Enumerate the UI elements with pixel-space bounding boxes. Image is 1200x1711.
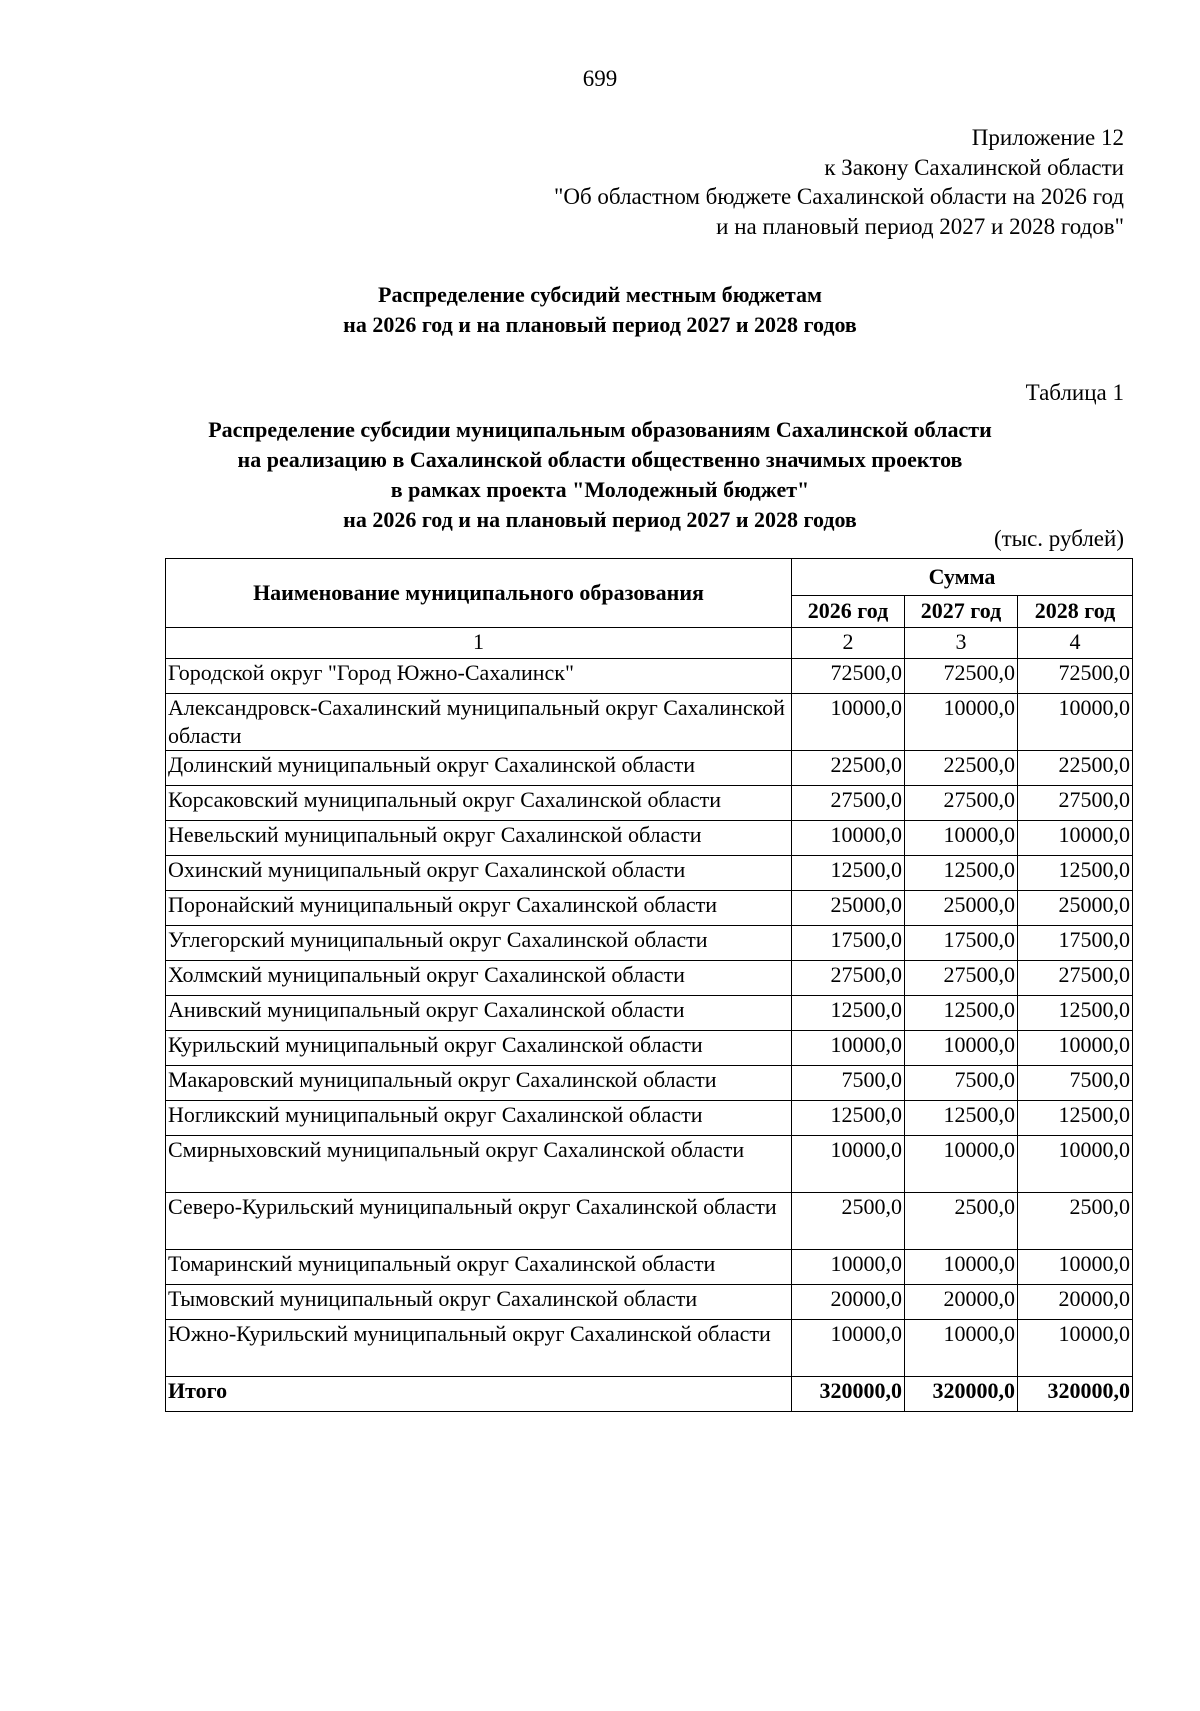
amount-2026: 17500,0 xyxy=(792,926,905,961)
amount-2028: 22500,0 xyxy=(1018,751,1133,786)
amount-2027: 7500,0 xyxy=(905,1066,1018,1101)
amount-2028: 12500,0 xyxy=(1018,996,1133,1031)
amount-2027: 10000,0 xyxy=(905,1250,1018,1285)
municipality-name: Анивский муниципальный округ Сахалинской области xyxy=(166,996,792,1031)
municipality-name: Корсаковский муниципальный округ Сахалинской области xyxy=(166,786,792,821)
amount-2028: 2500,0 xyxy=(1018,1193,1133,1250)
amount-2026: 12500,0 xyxy=(792,996,905,1031)
amount-2027: 2500,0 xyxy=(905,1193,1018,1250)
amount-2026: 2500,0 xyxy=(792,1193,905,1250)
municipality-name: Углегорский муниципальный округ Сахалинской области xyxy=(166,926,792,961)
column-number: 1 xyxy=(166,628,792,659)
municipality-name: Охинский муниципальный округ Сахалинской области xyxy=(166,856,792,891)
amount-2027: 10000,0 xyxy=(905,1320,1018,1377)
table-row xyxy=(166,659,1133,694)
amount-2026: 27500,0 xyxy=(792,786,905,821)
municipality-name: Поронайский муниципальный округ Сахалинской области xyxy=(166,891,792,926)
amount-2027: 27500,0 xyxy=(905,961,1018,996)
amount-2028: 27500,0 xyxy=(1018,786,1133,821)
document-title-line: Распределение субсидий местным бюджетам xyxy=(378,282,822,307)
total-row xyxy=(166,1377,1133,1412)
amount-2028: 10000,0 xyxy=(1018,1136,1133,1193)
units-label: (тыс. рублей) xyxy=(993,526,1124,551)
amount-2027: 10000,0 xyxy=(905,1136,1018,1193)
amount-2027: 12500,0 xyxy=(905,1101,1018,1136)
total-2026: 320000,0 xyxy=(792,1377,905,1412)
header-year-2028: 2028 год xyxy=(1018,595,1133,627)
amount-2026: 27500,0 xyxy=(792,961,905,996)
amount-2026: 10000,0 xyxy=(792,821,905,856)
municipality-name: Смирныховский муниципальный округ Сахалинской области xyxy=(166,1136,792,1193)
amount-2026: 25000,0 xyxy=(792,891,905,926)
table-row xyxy=(166,891,1133,926)
municipality-name: Макаровский муниципальный округ Сахалинской области xyxy=(166,1066,792,1101)
subsidy-table xyxy=(165,558,1133,1412)
municipality-name: Холмский муниципальный округ Сахалинской области xyxy=(166,961,792,996)
appendix-block xyxy=(554,123,1124,241)
municipality-name: Городской округ "Город Южно-Сахалинск" xyxy=(166,659,792,694)
municipality-name: Северо-Курильский муниципальный округ Сахалинской области xyxy=(166,1193,792,1250)
amount-2028: 12500,0 xyxy=(1018,1101,1133,1136)
table-row xyxy=(166,1066,1133,1101)
amount-2027: 10000,0 xyxy=(905,1031,1018,1066)
amount-2028: 10000,0 xyxy=(1018,694,1133,751)
municipality-name: Тымовский муниципальный округ Сахалинской области xyxy=(166,1285,792,1320)
table-row xyxy=(166,1250,1133,1285)
total-2028: 320000,0 xyxy=(1018,1377,1133,1412)
appendix-line: Приложение 12 xyxy=(971,125,1124,150)
appendix-line: "Об областном бюджете Сахалинской области на 2026 год xyxy=(553,184,1124,209)
table-row xyxy=(166,926,1133,961)
appendix-line: к Закону Сахалинской области xyxy=(824,154,1124,180)
amount-2028: 7500,0 xyxy=(1018,1066,1133,1101)
amount-2026: 12500,0 xyxy=(792,856,905,891)
table-row xyxy=(166,1136,1133,1193)
document-title-line: на 2026 год и на плановый период 2027 и 2028 годов xyxy=(343,312,857,337)
header-name: Наименование муниципального образования xyxy=(166,559,792,628)
table-label: Таблица 1 xyxy=(1025,380,1124,405)
municipality-name: Южно-Курильский муниципальный округ Сахалинской области xyxy=(166,1320,792,1377)
table-title-line: на реализацию в Сахалинской области общественно значимых проектов xyxy=(237,447,963,472)
table-title-line: Распределение субсидии муниципальным образованиям Сахалинской области xyxy=(208,417,992,442)
amount-2026: 7500,0 xyxy=(792,1066,905,1101)
table-row xyxy=(166,1285,1133,1320)
header-year-2027: 2027 год xyxy=(905,595,1018,627)
column-number: 2 xyxy=(792,628,905,659)
amount-2027: 20000,0 xyxy=(905,1285,1018,1320)
amount-2026: 20000,0 xyxy=(792,1285,905,1320)
table-row xyxy=(166,961,1133,996)
amount-2026: 10000,0 xyxy=(792,1136,905,1193)
page-number: 699 xyxy=(582,66,618,91)
amount-2026: 10000,0 xyxy=(792,694,905,751)
total-label: Итого xyxy=(166,1377,792,1412)
appendix-line: и на плановый период 2027 и 2028 годов" xyxy=(716,213,1124,239)
column-number: 4 xyxy=(1018,628,1133,659)
table-row xyxy=(166,751,1133,786)
municipality-name: Ногликский муниципальный округ Сахалинской области xyxy=(166,1101,792,1136)
table-row xyxy=(166,1320,1133,1377)
amount-2027: 25000,0 xyxy=(905,891,1018,926)
amount-2028: 10000,0 xyxy=(1018,821,1133,856)
amount-2028: 72500,0 xyxy=(1018,659,1133,694)
amount-2027: 12500,0 xyxy=(905,996,1018,1031)
amount-2026: 72500,0 xyxy=(792,659,905,694)
municipality-name: Курильский муниципальный округ Сахалинской области xyxy=(166,1031,792,1066)
table-row xyxy=(166,996,1133,1031)
amount-2027: 22500,0 xyxy=(905,751,1018,786)
table-row xyxy=(166,856,1133,891)
amount-2026: 22500,0 xyxy=(792,751,905,786)
amount-2027: 12500,0 xyxy=(905,856,1018,891)
table-row xyxy=(166,1101,1133,1136)
amount-2027: 27500,0 xyxy=(905,786,1018,821)
amount-2028: 10000,0 xyxy=(1018,1031,1133,1066)
table-title-line: в рамках проекта "Молодежный бюджет" xyxy=(390,477,810,502)
amount-2026: 10000,0 xyxy=(792,1320,905,1377)
municipality-name: Долинский муниципальный округ Сахалинской области xyxy=(166,751,792,786)
header-sum: Сумма xyxy=(792,559,1133,596)
amount-2027: 10000,0 xyxy=(905,694,1018,751)
municipality-name: Томаринский муниципальный округ Сахалинской области xyxy=(166,1250,792,1285)
amount-2026: 10000,0 xyxy=(792,1250,905,1285)
table-row xyxy=(166,694,1133,751)
amount-2028: 25000,0 xyxy=(1018,891,1133,926)
amount-2028: 12500,0 xyxy=(1018,856,1133,891)
municipality-name: Александровск-Сахалинский муниципальный округ Сахалинской области xyxy=(166,694,792,751)
column-number: 3 xyxy=(905,628,1018,659)
table-body xyxy=(166,659,1133,1412)
total-2027: 320000,0 xyxy=(905,1377,1018,1412)
amount-2028: 10000,0 xyxy=(1018,1320,1133,1377)
table-row xyxy=(166,786,1133,821)
amount-2028: 10000,0 xyxy=(1018,1250,1133,1285)
amount-2027: 17500,0 xyxy=(905,926,1018,961)
amount-2026: 10000,0 xyxy=(792,1031,905,1066)
table-title xyxy=(0,415,1200,535)
municipality-name: Невельский муниципальный округ Сахалинской области xyxy=(166,821,792,856)
table-row xyxy=(166,1193,1133,1250)
amount-2027: 72500,0 xyxy=(905,659,1018,694)
table-row xyxy=(166,1031,1133,1066)
amount-2028: 20000,0 xyxy=(1018,1285,1133,1320)
document-title xyxy=(0,280,1200,340)
amount-2026: 12500,0 xyxy=(792,1101,905,1136)
amount-2028: 27500,0 xyxy=(1018,961,1133,996)
header-year-2026: 2026 год xyxy=(792,595,905,627)
table-row xyxy=(166,821,1133,856)
table-title-line: на 2026 год и на плановый период 2027 и 2028 годов xyxy=(343,507,857,532)
amount-2027: 10000,0 xyxy=(905,821,1018,856)
amount-2028: 17500,0 xyxy=(1018,926,1133,961)
